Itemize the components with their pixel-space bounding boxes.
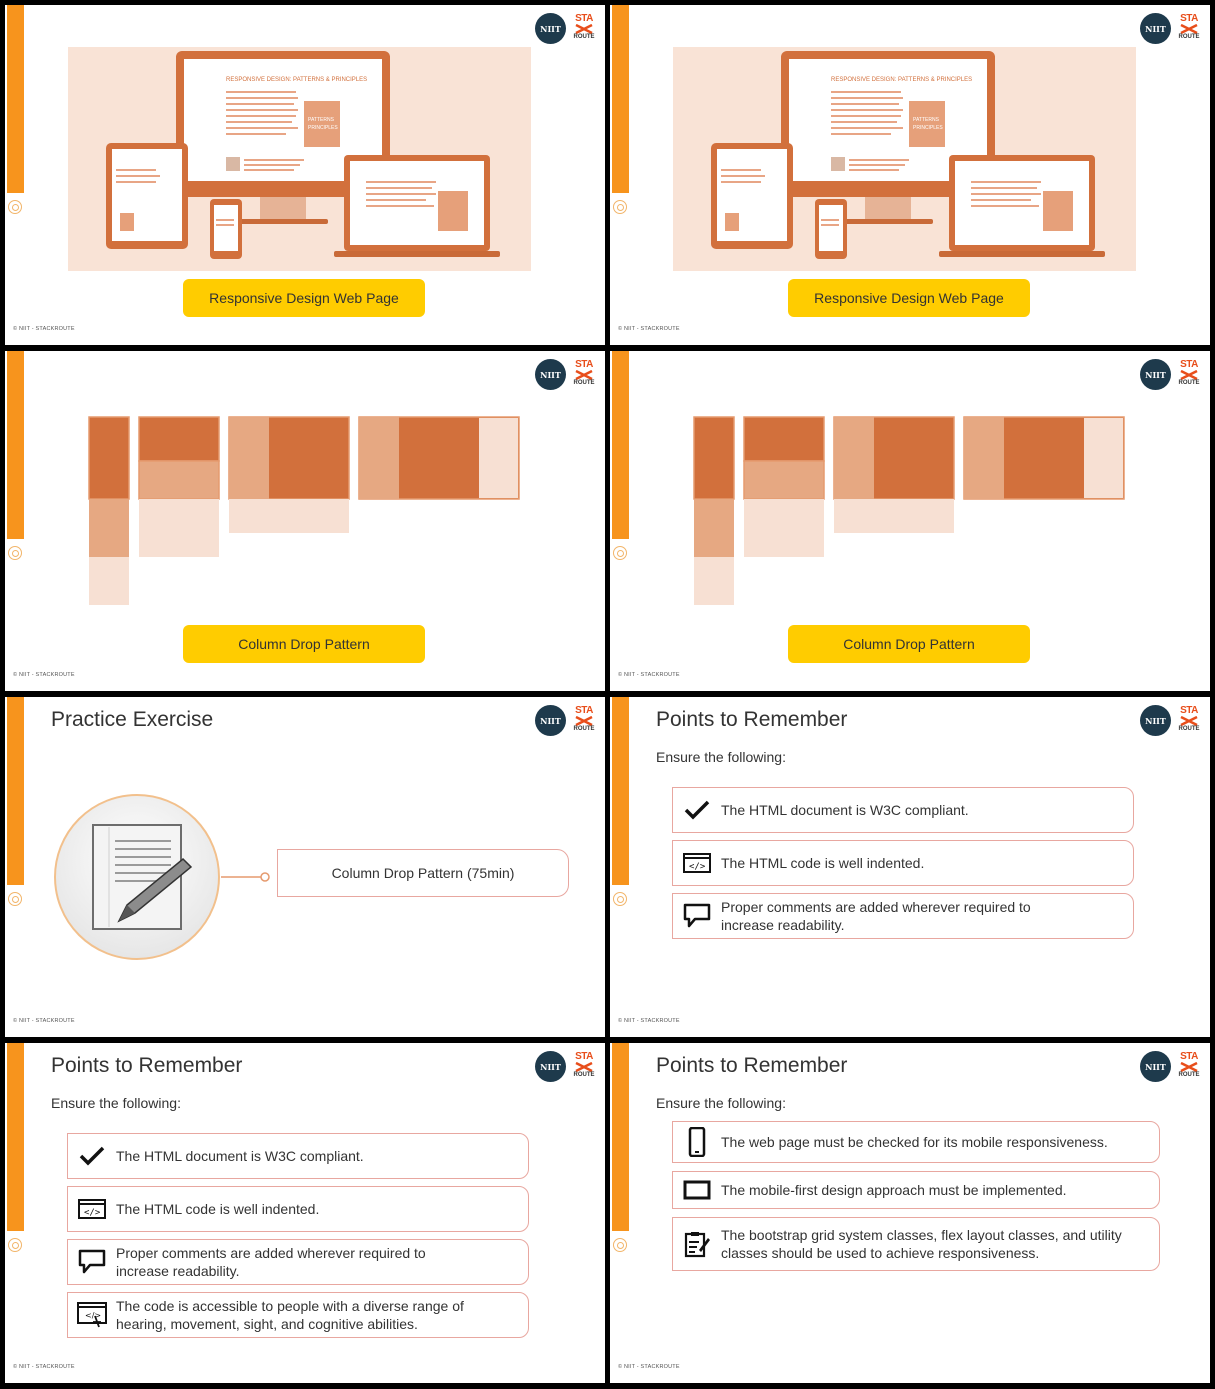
svg-text:PATTERNS: PATTERNS — [913, 117, 939, 123]
accessibility-icon — [68, 1293, 116, 1337]
slide-responsive-design-1[interactable] — [5, 5, 605, 345]
niit-logo: NIIT — [535, 705, 566, 736]
slide-subtitle: Ensure the following: — [51, 1095, 181, 1111]
comment-bubble-icon — [68, 1240, 116, 1284]
slide-caption-button[interactable]: Responsive Design Web Page — [183, 279, 425, 317]
footer-copyright: © NIIT - STACKROUTE — [13, 672, 75, 678]
point-text: Proper comments are added wherever required to increase readability. — [116, 1245, 426, 1279]
accent-bar — [7, 697, 24, 885]
clipboard-edit-icon — [673, 1218, 721, 1270]
slide-responsive-design-2[interactable] — [610, 5, 1210, 345]
point-text: The code is accessible to people with a diverse range of hearing, movement, sight, and cognitive abilities. — [116, 1298, 464, 1332]
comment-bubble-icon — [673, 894, 721, 938]
mock-page-title: RESPONSIVE DESIGN: PATTERNS & PRINCIPLES — [831, 77, 973, 83]
responsive-devices-image — [68, 47, 531, 271]
niit-logo: NIIT — [535, 359, 566, 390]
stackroute-logo: STA ROUTE — [573, 1051, 595, 1078]
stackroute-logo: STA ROUTE — [573, 359, 595, 386]
point-text: The bootstrap grid system classes, flex layout classes, and utility classes should be used to achieve responsiveness. — [721, 1227, 1122, 1261]
stackroute-logo: STA ROUTE — [573, 13, 595, 40]
point-item — [67, 1133, 529, 1179]
stackroute-logo: STA ROUTE — [1178, 359, 1200, 386]
point-text: Proper comments are added wherever required to increase readability. — [721, 899, 1031, 933]
svg-text:PATTERNS: PATTERNS — [308, 117, 334, 123]
point-item — [672, 787, 1134, 833]
checkmark-icon — [673, 788, 721, 832]
target-ring-icon — [613, 892, 627, 906]
code-window-icon — [673, 841, 721, 885]
stackroute-logo: STA ROUTE — [1178, 1051, 1200, 1078]
footer-copyright: © NIIT - STACKROUTE — [618, 1364, 680, 1370]
target-ring-icon — [613, 1238, 627, 1252]
point-text: The HTML code is well indented. — [721, 855, 925, 871]
slide-title: Points to Remember — [51, 1054, 243, 1077]
footer-copyright: © NIIT - STACKROUTE — [13, 1018, 75, 1024]
accent-bar — [612, 351, 629, 539]
footer-copyright: © NIIT - STACKROUTE — [13, 326, 75, 332]
footer-copyright: © NIIT - STACKROUTE — [618, 672, 680, 678]
slide-points-to-remember-3[interactable] — [610, 1043, 1210, 1383]
stackroute-logo: STA ROUTE — [1178, 13, 1200, 40]
accent-bar — [612, 5, 629, 193]
svg-text:PRINCIPLES: PRINCIPLES — [308, 125, 338, 131]
point-item — [672, 1171, 1160, 1209]
point-text: The HTML document is W3C compliant. — [721, 802, 969, 818]
exercise-box[interactable]: Column Drop Pattern (75min) — [277, 849, 569, 897]
point-item — [67, 1239, 529, 1285]
footer-copyright: © NIIT - STACKROUTE — [618, 326, 680, 332]
niit-logo: NIIT — [1140, 13, 1171, 44]
niit-logo: NIIT — [1140, 705, 1171, 736]
accent-bar — [7, 1043, 24, 1231]
point-text: The web page must be checked for its mobile responsiveness. — [721, 1134, 1108, 1150]
point-item — [672, 1217, 1160, 1271]
notepad-pencil-icon — [53, 793, 233, 965]
column-drop-diagram — [690, 411, 1130, 611]
slide-title: Points to Remember — [656, 1054, 848, 1077]
slide-caption-button[interactable]: Responsive Design Web Page — [788, 279, 1030, 317]
target-ring-icon — [8, 200, 22, 214]
svg-text:</>: </> — [85, 1311, 102, 1320]
point-item — [672, 840, 1134, 886]
point-text: The HTML code is well indented. — [116, 1201, 320, 1217]
slide-subtitle: Ensure the following: — [656, 749, 786, 765]
mobile-phone-icon — [673, 1122, 721, 1162]
responsive-devices-image — [673, 47, 1136, 271]
landscape-screen-icon — [673, 1172, 721, 1208]
connector-line — [221, 871, 281, 883]
niit-logo: NIIT — [1140, 359, 1171, 390]
footer-copyright: © NIIT - STACKROUTE — [618, 1018, 680, 1024]
slide-practice-exercise[interactable] — [5, 697, 605, 1037]
point-item — [67, 1186, 529, 1232]
accent-bar — [7, 5, 24, 193]
slide-points-to-remember-1[interactable] — [610, 697, 1210, 1037]
slide-subtitle: Ensure the following: — [656, 1095, 786, 1111]
point-text: The mobile-first design approach must be implemented. — [721, 1182, 1067, 1198]
accent-bar — [7, 351, 24, 539]
slide-column-drop-2[interactable] — [610, 351, 1210, 691]
checkmark-icon — [68, 1134, 116, 1178]
slide-title: Points to Remember — [656, 708, 848, 731]
slide-points-to-remember-2[interactable] — [5, 1043, 605, 1383]
target-ring-icon — [613, 200, 627, 214]
column-drop-diagram — [85, 411, 525, 611]
slide-caption-button[interactable]: Column Drop Pattern — [788, 625, 1030, 663]
point-item — [67, 1292, 529, 1338]
stackroute-logo: STA ROUTE — [573, 705, 595, 732]
point-text: The HTML document is W3C compliant. — [116, 1148, 364, 1164]
svg-text:</>: </> — [689, 862, 706, 872]
footer-copyright: © NIIT - STACKROUTE — [13, 1364, 75, 1370]
niit-logo: NIIT — [1140, 1051, 1171, 1082]
point-item — [672, 1121, 1160, 1163]
niit-logo: NIIT — [535, 1051, 566, 1082]
code-window-icon — [68, 1187, 116, 1231]
target-ring-icon — [8, 546, 22, 560]
slide-caption-button[interactable]: Column Drop Pattern — [183, 625, 425, 663]
accent-bar — [612, 697, 629, 885]
point-item — [672, 893, 1134, 939]
mock-page-title: RESPONSIVE DESIGN: PATTERNS & PRINCIPLES — [226, 77, 368, 83]
slide-column-drop-1[interactable] — [5, 351, 605, 691]
stackroute-logo: STA ROUTE — [1178, 705, 1200, 732]
accent-bar — [612, 1043, 629, 1231]
svg-text:PRINCIPLES: PRINCIPLES — [913, 125, 943, 131]
svg-text:</>: </> — [84, 1208, 101, 1218]
target-ring-icon — [8, 892, 22, 906]
target-ring-icon — [613, 546, 627, 560]
niit-logo: NIIT — [535, 13, 566, 44]
slide-title: Practice Exercise — [51, 708, 214, 731]
target-ring-icon — [8, 1238, 22, 1252]
